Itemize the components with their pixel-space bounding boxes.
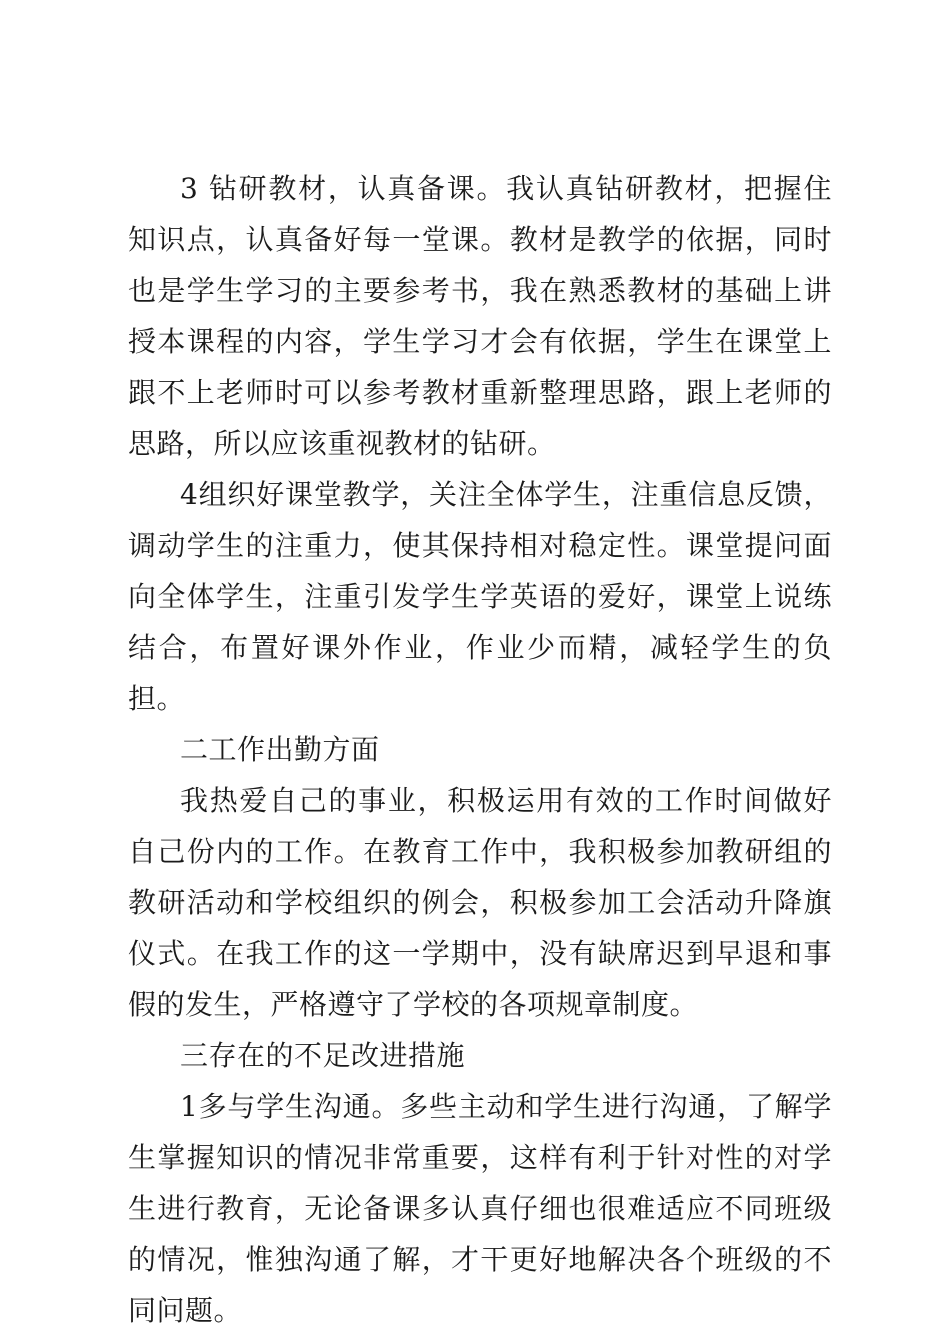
paragraph-study-materials: 3 钻研教材，认真备课。我认真钻研教材，把握住知识点，认真备好每一堂课。教材是教学的依据，同时也是学生学习的主要参考书，我在熟悉教材的基础上讲授本课程的内容，学生学习才会有依据，学生在课堂上跟不上老师时可以参考教材重新整理思路，跟上老师的思路，所以应该重视教材的钻研。 — [128, 172, 832, 460]
section-heading-improvements: 三存在的不足改进措施 — [180, 1039, 466, 1072]
paragraph-communication: 1多与学生沟通。多些主动和学生进行沟通，了解学生掌握知识的情况非常重要，这样有利于针对性的对学生进行教育，无论备课多认真仔细也很难适应不同班级的情况，惟独沟通了解，才干更好地解决各个班级的不同问题。 — [128, 1090, 832, 1327]
section-heading-attendance: 二工作出勤方面 — [180, 733, 380, 766]
paragraph-classroom-teaching: 4组织好课堂教学，关注全体学生，注重信息反馈，调动学生的注重力，使其保持相对稳定性。课堂提问面向全体学生，注重引发学生学英语的爱好，课堂上说练结合，布置好课外作业，作业少而精，减轻学生的负担。 — [128, 478, 832, 715]
paragraph-attendance: 我热爱自己的事业，积极运用有效的工作时间做好自己份内的工作。在教育工作中，我积极参加教研组的教研活动和学校组织的例会，积极参加工会活动升降旗仪式。在我工作的这一学期中，没有缺席迟到早退和事假的发生，严格遵守了学校的各项规章制度。 — [128, 784, 832, 1021]
document-body — [128, 163, 832, 1336]
